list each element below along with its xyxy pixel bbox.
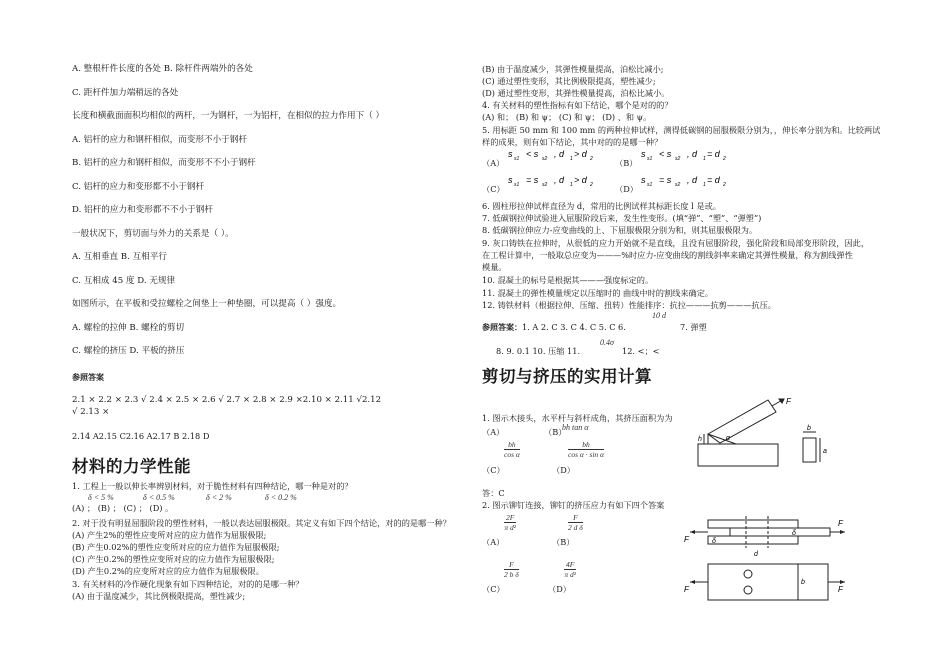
svg-text:, d: , d [554,175,565,185]
p1-fraction-1 [504,440,520,459]
svg-text:= s: = s [659,175,672,185]
p1-option-b-math: bh tan α [562,423,589,432]
svg-text:, d: , d [687,175,698,185]
answers-line-1: 2.1 × 2.2 × 2.3 √ 2.4 × 2.5 × 2.6 √ 2.7 × 2.8 × 2.9 ×2.10 × 2.11 √2.12 [72,395,382,405]
svg-text:s: s [641,149,646,159]
svg-text:= d: = d [707,149,720,159]
p2-fraction-1 [504,513,516,532]
question-2: 2. 对于没有明显屈服阶段的塑性材料，一般以表达屈服极限。其定义有如下四个结论，对的的是哪一种？ [72,518,451,528]
q5-option-d: （D） [615,184,638,194]
q5-formula-d [637,173,747,195]
svg-text:s: s [641,175,646,185]
label-F-plan-right: F [838,585,843,594]
p1-fraction-1-den: cos α [504,450,520,459]
p1-fraction-2-den: cos α · sin α [568,450,604,459]
svg-text:s1: s1 [514,156,520,162]
shear-question-2: 2. 图示铆钉连接，铆钉的挤压应力有如下四个答案 [482,500,665,510]
q3-option-b: (B) 由于温度减少，其弹性模量提高，泊松比减小; [482,64,664,74]
svg-text:2: 2 [590,182,593,188]
horizontal-beam [698,444,778,466]
q5-option-c: （C） [482,184,505,194]
p2-option-c: （C） [482,584,505,594]
q4-options: (A) 和； (B) 和 ψ； (C) 和 ψ； (D) 、和 ψ。 [482,112,652,122]
q1-math-a: δ < 5 % [88,493,114,502]
svg-text:s1: s1 [514,182,520,188]
q3-option-d: (D) 通过塑性变形，其弹性模量提高，泊松比减小。 [482,88,670,98]
p1-fraction-2 [568,440,604,459]
question-5: 5. 用标距 50 mm 和 100 mm 的两种拉伸试样，测得低碳钢的屈服极限分别为，，伸长率分别为和。比较两试 [482,125,881,135]
q5-formula-b [637,147,747,169]
p1-option-b: （B） [544,427,567,437]
p1-option-a: （A） [482,427,505,437]
q5-formula-a [504,147,614,169]
inclined-member [708,400,776,443]
svg-text:s1: s1 [647,156,653,162]
svg-text:s2: s2 [675,182,681,188]
question-steel-aluminum: 长度和横截面面积均相似的两杆，一为钢杆，一为铝杆，在相似的拉力作用下（ ） [72,111,385,121]
svg-text:s2: s2 [542,182,548,188]
answers-right-7: 7. 弹塑 [680,322,707,332]
svg-text:2: 2 [723,156,726,162]
svg-text:s2: s2 [675,156,681,162]
p2-fraction-2 [568,513,583,532]
answers-right-line-1: 1. A 2. C 3. C 4. C 5. C 6. [522,322,626,332]
svg-text:1: 1 [570,156,573,162]
svg-text:s: s [508,175,513,185]
question-3: 3. 有关材料的冷作硬化现象有如下四种结论，对的的是哪一种？ [72,579,304,589]
svg-text:1: 1 [703,182,706,188]
answers-right-12: 12. <；< [622,346,660,356]
notch-diagonal [708,434,736,444]
question-4: 4. 有关材料的塑性指标有如下结论，哪个是对的的？ [482,100,673,110]
p2-fraction-3 [504,560,519,579]
q1-math-b: δ < 0.5 % [143,493,175,502]
option-ab-washer: A. 螺栓的拉伸 B. 螺栓的剪切 [72,323,185,333]
q5-option-a: （A） [482,158,505,168]
arrowhead-right [840,530,845,534]
q1-options: (A) ； (B) ； (C) ； (D) 。 [72,503,174,513]
q2-option-d: (D) 产生0.2%的应变所对应的应力值作为屈服极限。 [72,566,264,576]
question-8: 8. 低碳钢拉伸应力-应变曲线的上、下屈服极限分别为和，则其屈服极限为。 [482,225,758,235]
q2-option-b: (B) 产生0.02%的塑性应变所对应的应力值作为屈服极限; [72,542,280,552]
answers-title: 参照答案 [72,373,104,382]
q3-option-c: (C) 通过塑性变形，其比例极限提高，塑性减少; [482,76,656,86]
svg-text:2: 2 [590,156,593,162]
p1-option-d: （D） [552,465,575,475]
question-shear-plane: 一般状况下，剪切面与外力的关系是（ ）。 [72,229,234,239]
question-washer: 如图所示，在平板和受拉螺栓之间垫上一种垫圈，可以提高（ ）强度。 [72,299,342,309]
p2-fraction-3-num: F [504,560,519,570]
arrowhead-plan-right [840,580,845,584]
answers-right-line-2: 8. 9. 0.1 10. 压缩 11. [496,346,581,356]
q5-option-b: （B） [615,158,638,168]
label-F-wood: F [786,397,791,406]
answer-fraction-10d: 10 d [652,311,666,320]
q2-option-a: (A) 产生2%的塑性应变所对应的应力值作为屈服极限; [72,530,267,540]
svg-text:1: 1 [570,182,573,188]
question-7: 7. 低碳钢拉伸试验进入屈服阶段后来，发生性变形。(填“弹”、“塑”、“弹塑”) [482,213,762,223]
p2-option-a: （A） [482,537,505,547]
question-6: 6. 圆柱形拉伸试样直径为 d，常用的比例试样其标距长度 l 是或。 [482,201,721,211]
question-10: 10. 混凝土的标号是根据其———强度标定的。 [482,275,654,285]
option-cd-washer: C. 螺栓的挤压 D. 平板的挤压 [72,346,185,356]
top-plate [708,520,798,528]
question-12: 12. 铸铁材料（根据拉伸、压缩、扭转）性能排序：抗拉———抗剪———抗压。 [482,300,776,310]
svg-text:= d: = d [707,175,720,185]
svg-text:, d: , d [687,149,698,159]
svg-text:1: 1 [703,156,706,162]
p2-fraction-2-num: F [568,513,583,523]
section-heading-mechanical-properties: 材料的力学性能 [72,457,191,476]
svg-text:> d: > d [574,175,587,185]
label-a-section: a [823,448,827,455]
svg-text:2: 2 [723,182,726,188]
section-heading-shear: 剪切与挤压的实用计算 [482,367,652,386]
svg-text:> d: > d [574,149,587,159]
question-9-end: 模量。 [482,262,507,272]
question-9-cont: 在工程计算中，一般取总应变为———%时应力-应变曲线的割线斜率来确定其弹性模量，称为割线弹性 [482,250,853,260]
q1-math-c: δ < 2 % [206,493,232,502]
q3-option-a: (A) 由于温度减少，其比例极限提高，塑性减少; [72,591,246,601]
rivet-hole-1 [744,570,752,578]
label-d: d [754,551,758,558]
svg-text:< s: < s [659,149,672,159]
svg-text:= s: = s [526,175,539,185]
answers-title-right: 参照答案： [482,323,522,332]
arrowhead-left [690,530,695,534]
p1-fraction-2-num: bh [568,440,604,450]
option-d: D. 铝杆的应力和变形都不不小于钢杆 [72,205,213,215]
p2-fraction-3-den: 2 b δ [504,570,519,579]
svg-text:s: s [508,149,513,159]
svg-text:s1: s1 [647,182,653,188]
label-b-plan: b [801,579,805,586]
answers-line-2: √ 2.13 × [72,407,110,417]
question-9: 9. 灰口铸铁在拉伸时，从很低的应力开始就不是直线，且没有屈服阶段，强化阶段和局部变形阶段，因此， [482,238,870,248]
q5-formula-c [504,173,614,195]
option-cd-shear: C. 互相成 45 度 D. 无规律 [72,276,176,286]
beam-section [803,438,816,462]
label-b-section: b [807,425,811,432]
middle-plate [730,528,830,536]
p2-fraction-4 [564,560,576,579]
question-1: 1. 工程上一般以伸长率辨别材料，对于脆性材料有四种结论，哪一种是对的？ [72,481,353,491]
label-alpha: α [726,435,730,442]
q2-option-c: (C) 产生0.2%的塑性应变所对应的应力值作为屈服极限; [72,554,275,564]
svg-text:, d: , d [554,149,565,159]
q1-math-d: δ < 0.2 % [265,493,297,502]
shear-question-1: 1. 图示木接头，水平杆与斜杆成角，其挤压面积为为 [482,413,673,423]
option-ab-shear: A. 互相垂直 B. 互相平行 [72,252,167,262]
p2-fraction-1-num: 2F [506,513,515,522]
p1-option-c: （C） [482,465,505,475]
label-F-right: F [838,519,843,528]
wood-joint-figure [690,396,850,474]
question-5-cont: 样的成果，则有如下结论，其中对的的是哪一种？ [482,137,663,147]
question-11: 11. 混凝土的弹性模量规定以压缩时的 曲线中时的割线来确定。 [482,288,714,298]
p1-answer: 答：C [482,488,505,498]
label-h: h [698,436,702,443]
p2-option-d: （D） [548,584,571,594]
arrowhead-plan-left [690,580,695,584]
p2-fraction-1-den: π d² [504,523,516,532]
svg-text:s2: s2 [542,156,548,162]
answers-line-3: 2.14 A2.15 C2.16 A2.17 B 2.18 D [72,431,210,441]
p2-option-b: （B） [552,537,575,547]
p2-fraction-4-num: 4F [566,560,575,569]
answer-fraction-sigma: 0.4σ [600,338,614,347]
label-F-left: F [684,535,689,544]
option-a: A. 铝杆的应力和钢杆相似，而变形不小于钢杆 [72,135,247,145]
svg-text:< s: < s [526,149,539,159]
line-option-c: C. 距杆件加力端稍远的各处 [72,88,179,98]
rivet-joint-figure [680,510,850,610]
option-b: B. 铝杆的应力和钢杆相似，而变形不不小于钢杆 [72,158,256,168]
plan-plate [708,564,828,600]
label-delta-2: δ [792,530,796,537]
rivet-hole-2 [744,586,752,594]
p2-fraction-2-den: 2 d δ [568,523,583,532]
option-c: C. 铝杆的应力和变形都不小于钢杆 [72,182,205,192]
bottom-plate [708,536,798,544]
label-delta: δ [712,538,716,545]
p2-fraction-4-den: π d² [564,570,576,579]
p1-fraction-1-num: bh [504,440,520,450]
label-F-plan-left: F [684,585,689,594]
line-options-ab: A. 整根杆件长度的各处 B. 除杆件两端外的各处 [72,64,253,74]
